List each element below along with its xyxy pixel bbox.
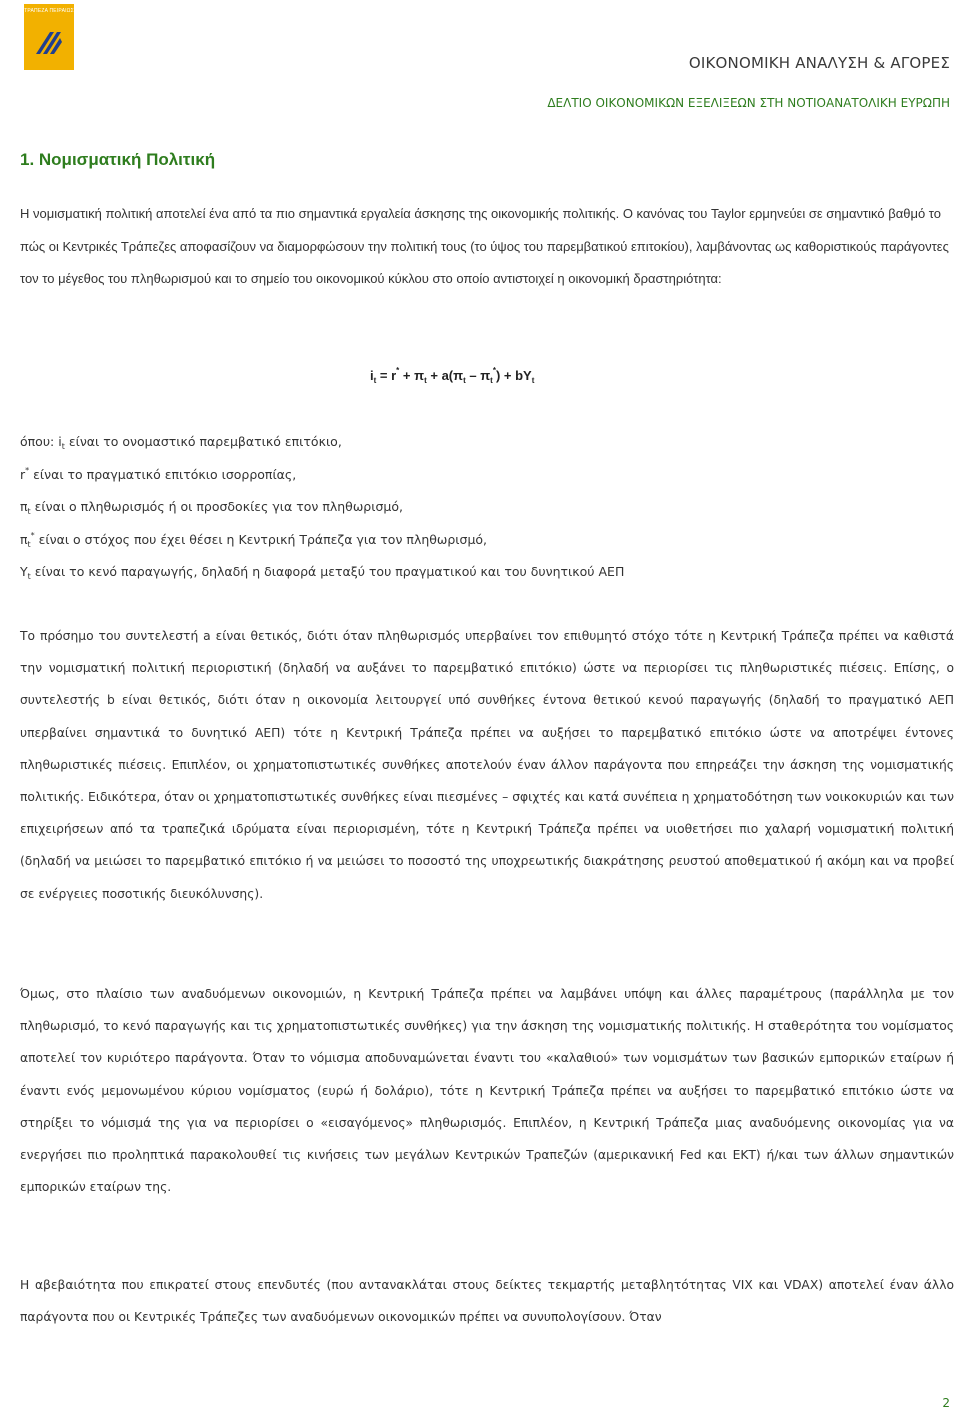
logo-mark-icon (34, 26, 64, 56)
formula-i: i (370, 368, 374, 383)
definition-symbol: r (20, 467, 26, 482)
formula-sub: t (424, 376, 427, 385)
body-paragraph: Το πρόσημο του συντελεστή a είναι θετικός, διότι όταν πληθωρισμός υπερβαίνει τον επιθυμητό στόχο τότε η Κεντρική Τράπεζα πρέπει να καθιστά την νομισματική πολιτική περιοριστική (δηλαδή να αυξάνει το παρεμβατικό επιτόκιο) ώστε να περιορίσει τις πληθωριστικές πιέσεις. Επίσης, ο συντελεστής b είναι θετικός, διότι όταν η οικονομία λειτουργεί υπό συνθήκες έντονα θετικού κενού παραγωγής (δηλαδή το πραγματικό ΑΕΠ υπερβαίνει σημαντικά το δυνητικό ΑΕΠ) τότε η Κεντρική Τράπεζα πρέπει να αυξήσει το παρεμβατικό επιτόκιο ώστε να αποτρέψει έντονες πληθωριστικές πιέσεις. Επιπλέον, οι χρηματοπιστωτικές συνθήκες αποτελούν έναν άλλον παράγοντα που επηρεάζει την άσκηση της νομισματικής πολιτικής. Ειδικότερα, όταν οι χρηματοπιστωτικές συνθήκες είναι πιεσμένες – σφιχτές και κατά συνέπεια η χρηματοδότηση των νοικοκυριών και των επιχειρήσεων από τα τραπεζικά ιδρύματα είναι περιορισμένη, τότε η Κεντρική Τράπεζα πρέπει να υιοθετήσει πιο χαλαρή νομισματική πολιτική (δηλαδή να μειώσει το παρεμβατικό επιτόκιο ή να μειώσει το ποσοστό της υποχρεωτικής διακράτησης ρευστού αποθεματικού ή ακόμη και να προβεί σε ενέργειες ποσοτικής διευκόλυνσης). (20, 629, 954, 901)
intro-paragraph: Η νομισματική πολιτική αποτελεί ένα από τα πιο σημαντικά εργαλεία άσκησης της οικονομικής πολιτικής. Ο κανόνας του Taylor ερμηνεύει σε σημαντικό βαθμό το πώς οι Κεντρικές Τράπεζες αποφασίζουν να διαμορφώσουν την πολιτική τους (το ύψος του παρεμβατικού επιτοκίου), λαμβάνοντας ως καθοριστικούς παράγοντες τον το μέγεθος του πληθωρισμού και το σημείο του οικονομικού κύκλου στο οποίο αντιστοιχεί η οικονομική δραστηριότητα: (20, 206, 949, 286)
formula-sub: t (531, 376, 535, 385)
formula-eq: = r (376, 368, 397, 383)
definition-symbol: π (20, 499, 28, 514)
header-subtitle: ΔΕΛΤΙΟ ΟΙΚΟΝΟΜΙΚΩΝ ΕΞΕΛΙΞΕΩΝ ΣΤΗ ΝΟΤΙΟΑΝΑΤΟΛΙΚΗ ΕΥΡΩΠΗ (547, 96, 950, 110)
definition-sup: * (25, 466, 30, 475)
definition-symbol: όπου: i (20, 434, 62, 449)
definition-line (20, 531, 487, 549)
definition-text: είναι ο στόχος που έχει θέσει η Κεντρική Τράπεζα για τον πληθωρισμό, (34, 532, 488, 547)
definition-text: είναι το πραγματικό επιτόκιο ισορροπίας, (29, 467, 297, 482)
definition-text: είναι ο πληθωρισμός ή οι προσδοκίες για τον πληθωρισμό, (30, 499, 403, 514)
formula-sub: t (463, 376, 466, 385)
formula-plus-pi: + π (399, 368, 425, 383)
definition-sub: t (61, 442, 65, 451)
definition-line (20, 563, 624, 581)
definition-text: είναι το ονομαστικό παρεμβατικό επιτόκιο, (64, 434, 342, 449)
formula-star: * (396, 366, 400, 375)
bank-logo (24, 4, 74, 70)
definition-line (20, 466, 296, 484)
definition-symbol: π (20, 532, 28, 547)
formula-a-paren: + a(π (426, 368, 464, 383)
definition-line (20, 498, 403, 516)
body-paragraph: Η αβεβαιότητα που επικρατεί στους επενδυτές (που αντανακλάται στους δείκτες τεκμαρτής μεταβλητότητας VIX και VDAX) αποτελεί έναν άλλο παράγοντα που οι Κεντρικές Τράπεζες των αναδυόμενων οικονομικών πρέπει να συνυπολογίσουν. Όταν (20, 1278, 954, 1325)
section-heading: 1. Νομισματική Πολιτική (20, 150, 216, 169)
definition-line (20, 433, 342, 451)
formula-star: * (492, 366, 496, 375)
definition-symbol: Y (20, 564, 28, 579)
formula-dash-pi: – π (465, 368, 491, 383)
definition-sub: t (27, 540, 31, 549)
formula-sub: t (373, 376, 377, 385)
header-title: ΟΙΚΟΝΟΜΙΚΗ ΑΝΑΛΥΣΗ & ΑΓΟΡΕΣ (688, 54, 950, 72)
formula-close-b: ) + bY (495, 368, 532, 383)
formula-sub: t (490, 376, 493, 385)
definition-sub: t (27, 572, 31, 581)
definition-text: είναι το κενό παραγωγής, δηλαδή η διαφορά μεταξύ του πραγματικού και του δυνητικού ΑΕΠ (30, 564, 625, 579)
body-paragraph: Όμως, στο πλαίσιο των αναδυόμενων οικονομιών, η Κεντρική Τράπεζα πρέπει να λαμβάνει υπόψη και άλλες παραμέτρους (παράλληλα με τον πληθωρισμό, το κενό παραγωγής και τις χρηματοπιστωτικές συνθήκες) για την άσκηση της νομισματικής πολιτικής. Η σταθερότητα του νομίσματος αποτελεί τον κυριότερο παράγοντα. Όταν το νόμισμα αποδυναμώνεται έναντι του «καλαθιού» των νομισμάτων των βασικών εμπορικών εταίρων ή έναντι ενός μεμονωμένου κύριου νομίσματος (ευρώ ή δολάριο), τότε η Κεντρική Τράπεζα πρέπει να αυξήσει το παρεμβατικό επιτόκιο ώστε να στηρίξει το νόμισμά της για να περιορίσει ο «εισαγόμενος» πληθωρισμός. Επιπλέον, η Κεντρική Τράπεζα μιας αναδυόμενης οικονομίας για να ενεργήσει πιο προληπτικά παρακολουθεί τις κινήσεις των μεγάλων Κεντρικών Τραπεζών (αμερικανική Fed και ΕΚΤ) ή/και των άλλων σημαντικών εμπορικών εταίρων της. (20, 987, 954, 1195)
page-number: 2 (942, 1396, 950, 1410)
taylor-rule-formula (370, 366, 534, 385)
definition-sup: * (30, 531, 35, 540)
logo-text: ΤΡΑΠΕΖΑ ΠΕΙΡΑΙΩΣ (24, 8, 74, 14)
definition-sub: t (27, 507, 31, 516)
